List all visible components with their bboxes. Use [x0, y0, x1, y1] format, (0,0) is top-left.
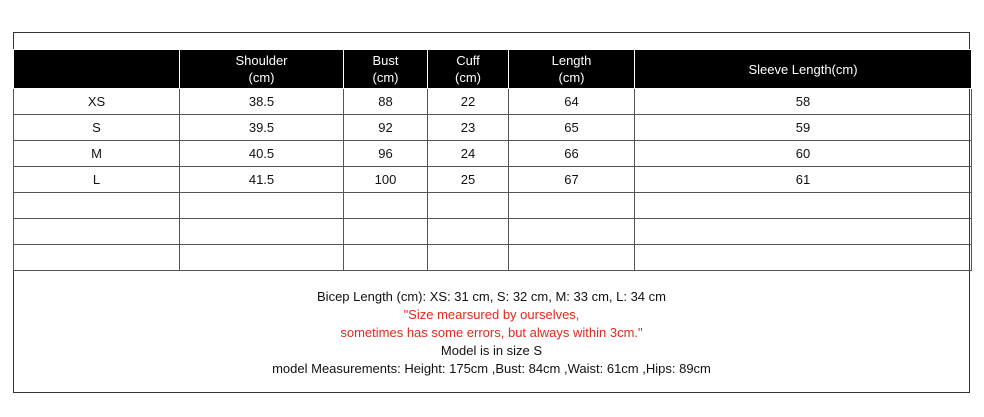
size-cell: L [14, 167, 180, 193]
length-cell: 64 [509, 89, 635, 115]
bicep-length-note: Bicep Length (cm): XS: 31 cm, S: 32 cm, M: 33 cm, L: 34 cm [317, 289, 666, 304]
table-row-empty [14, 219, 972, 245]
empty-cell [428, 193, 509, 219]
table-row-empty [14, 193, 972, 219]
header-size [14, 50, 180, 89]
cuff-cell: 25 [428, 167, 509, 193]
size-cell: M [14, 141, 180, 167]
table-row [14, 115, 972, 141]
cuff-cell: 22 [428, 89, 509, 115]
empty-cell [14, 219, 180, 245]
size-cell: XS [14, 89, 180, 115]
bust-cell: 96 [344, 141, 428, 167]
empty-cell [14, 245, 180, 271]
header-row [14, 50, 972, 89]
empty-cell [635, 245, 972, 271]
size-chart-table [13, 49, 972, 271]
sleeve-length-cell: 59 [635, 115, 972, 141]
disclaimer-line-1: "Size mearsured by ourselves, [403, 307, 580, 322]
empty-cell [509, 245, 635, 271]
bust-cell: 88 [344, 89, 428, 115]
model-measurements-note: model Measurements: Height: 175cm ,Bust: 84cm ,Waist: 61cm ,Hips: 89cm [272, 361, 711, 376]
table-row [14, 89, 972, 115]
header-length: Length (cm) [509, 50, 635, 89]
sleeve-length-cell: 58 [635, 89, 972, 115]
empty-cell [428, 245, 509, 271]
cuff-cell: 23 [428, 115, 509, 141]
shoulder-cell: 40.5 [180, 141, 344, 167]
bust-cell: 92 [344, 115, 428, 141]
table-row-empty [14, 245, 972, 271]
shoulder-cell: 41.5 [180, 167, 344, 193]
size-chart-body [14, 89, 972, 271]
shoulder-cell: 39.5 [180, 115, 344, 141]
cuff-cell: 24 [428, 141, 509, 167]
sleeve-length-cell: 60 [635, 141, 972, 167]
size-chart-header [14, 50, 972, 89]
header-sleeve-length: Sleeve Length(cm) [635, 50, 972, 89]
empty-cell [509, 193, 635, 219]
sleeve-length-cell: 61 [635, 167, 972, 193]
shoulder-cell: 38.5 [180, 89, 344, 115]
length-cell: 67 [509, 167, 635, 193]
size-cell: S [14, 115, 180, 141]
empty-cell [180, 193, 344, 219]
empty-cell [428, 219, 509, 245]
bust-cell: 100 [344, 167, 428, 193]
table-row [14, 167, 972, 193]
empty-cell [344, 193, 428, 219]
empty-cell [635, 219, 972, 245]
model-size-note: Model is in size S [440, 343, 543, 358]
empty-cell [14, 193, 180, 219]
empty-cell [180, 245, 344, 271]
empty-cell [509, 219, 635, 245]
empty-cell [635, 193, 972, 219]
header-shoulder: Shoulder (cm) [180, 50, 344, 89]
measurement-notes [13, 268, 970, 393]
length-cell: 65 [509, 115, 635, 141]
length-cell: 66 [509, 141, 635, 167]
header-bust: Bust (cm) [344, 50, 428, 89]
disclaimer-line-2: sometimes has some errors, but always within 3cm." [340, 325, 643, 340]
empty-cell [344, 219, 428, 245]
empty-cell [344, 245, 428, 271]
table-row [14, 141, 972, 167]
header-cuff: Cuff (cm) [428, 50, 509, 89]
empty-cell [180, 219, 344, 245]
